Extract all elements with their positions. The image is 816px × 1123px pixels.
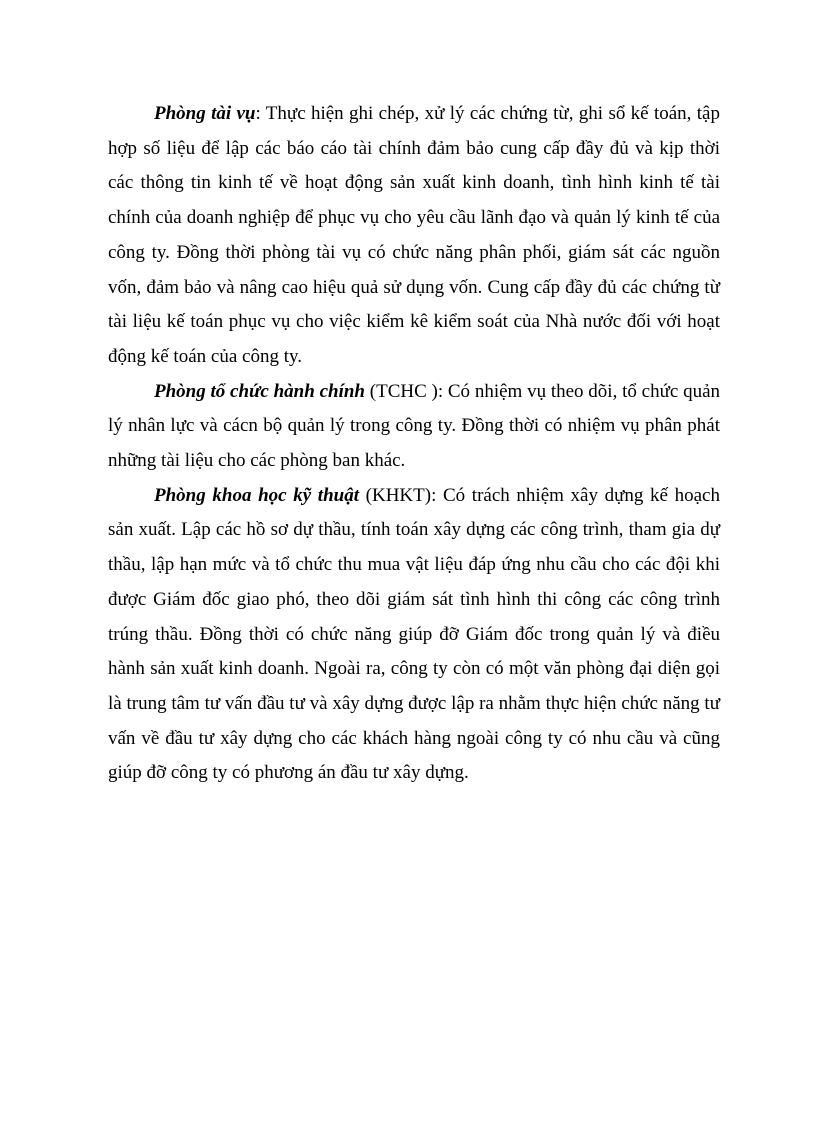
- paragraph-heading: Phòng khoa học kỹ thuật: [154, 484, 359, 506]
- paragraph-phong-khoa-hoc-ky-thuat: [108, 479, 720, 791]
- paragraph-heading: Phòng tài vụ: [154, 103, 256, 124]
- paragraph-body: (TCHC ): Có nhiệm vụ theo dõi, tổ chức quản lý nhân lực và cácn bộ quản lý trong công ty. Đồng thời có nhiệm vụ phân phát những tài liệu cho các phòng ban khác.: [108, 380, 720, 472]
- paragraph-body: (KHKT): Có trách nhiệm xây dựng kế hoạch sản xuất. Lập các hồ sơ dự thầu, tính toán xây dựng các công trình, tham gia dự thầu, lập hạn mức và tổ chức thu mua vật liệu đáp ứng nhu cầu cho các đội khi được Giám đốc giao phó, theo dõi giám sát tình hình thi công các công trình trúng thầu. Đồng thời có chức năng giúp đỡ Giám đốc trong quản lý và điều hành sản xuất kinh doanh. Ngoài ra, công ty còn có một văn phòng đại diện gọi là trung tâm tư vấn đầu tư và xây dựng được lập ra nhằm thực hiện chức năng tư vấn về đầu tư xây dựng cho các khách hàng ngoài công ty có nhu cầu và cũng giúp đỡ công ty có phương án đầu tư xây dựng.: [108, 484, 720, 784]
- paragraph-phong-to-chuc-hanh-chinh: [108, 375, 720, 479]
- paragraph-heading: Phòng tổ chức hành chính: [154, 380, 365, 402]
- paragraph-body: : Thực hiện ghi chép, xử lý các chứng từ, ghi sổ kế toán, tập hợp số liệu để lập các báo cáo tài chính đảm bảo cung cấp đầy đủ và kịp thời các thông tin kinh tế về hoạt động sản xuất kinh doanh, tình hình kinh tế tài chính của doanh nghiệp để phục vụ cho yêu cầu lãnh đạo và quản lý kinh tế của công ty. Đồng thời phòng tài vụ có chức năng phân phối, giám sát các nguồn vốn, đảm bảo và nâng cao hiệu quả sử dụng vốn. Cung cấp đầy đủ các chứng từ tài liệu kế toán phục vụ cho việc kiểm kê kiểm soát của Nhà nước đối với hoạt động kế toán của công ty.: [108, 103, 720, 367]
- paragraph-phong-tai-vu: [108, 97, 720, 375]
- document-page: [108, 97, 720, 791]
